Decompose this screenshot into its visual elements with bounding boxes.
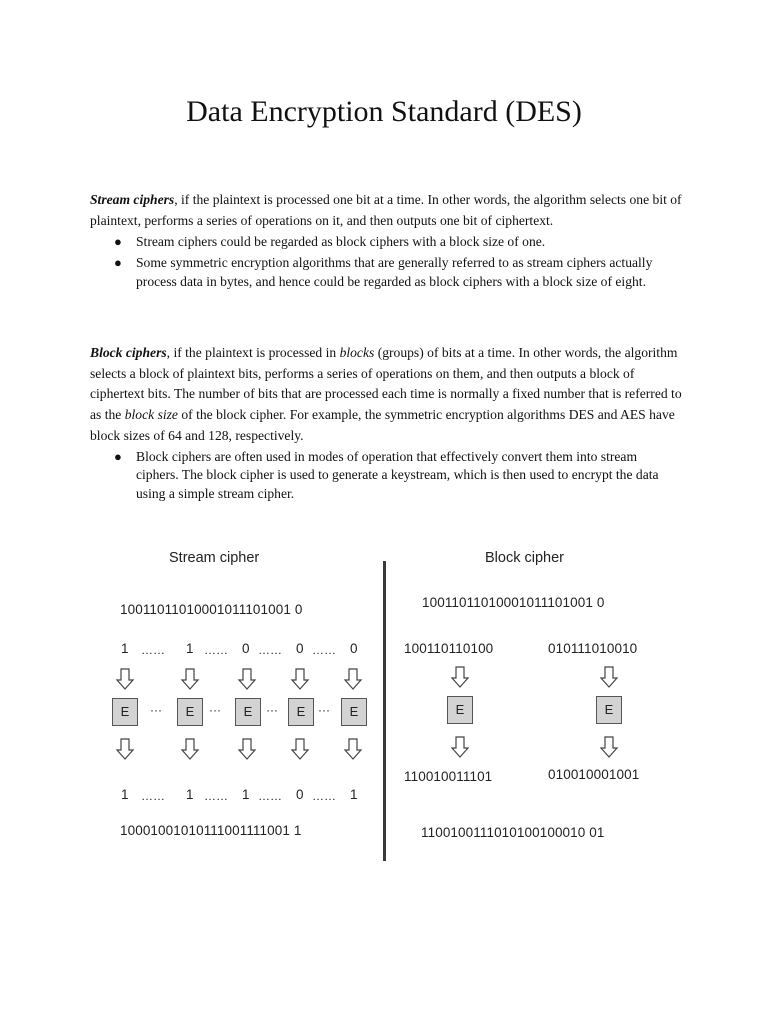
encrypt-box: E [288, 698, 314, 726]
bullet-text: Stream ciphers could be regarded as block ciphers with a block size of one. [136, 234, 546, 249]
stream-output-bit: 1 [350, 787, 358, 802]
bullet-text: Some symmetric encryption algorithms that are generally referred to as stream ciphers actually process data in bytes, and hence could be regarded as block ciphers with a block size of eight. [136, 255, 653, 289]
down-arrow-icon [117, 669, 133, 689]
block-plaintext-bits: 10011011010001011101001 0 [422, 595, 605, 610]
stream-output-bit: 1 [186, 787, 194, 802]
stream-input-bit: 0 [296, 641, 304, 656]
encrypt-box: E [235, 698, 261, 726]
ellipsis: …… [204, 643, 228, 657]
block-cipher-figure-title: Block cipher [485, 550, 564, 566]
stream-cipher-definition: , if the plaintext is processed one bit at a time. In other words, the algorithm selects one bit of plaintext, performs a series of operations on it, and then outputs one bit of ciphertext. [90, 192, 682, 228]
ellipsis: ··· [209, 703, 221, 717]
stream-output-bit: 1 [242, 787, 250, 802]
bullet-text: Block ciphers are often used in modes of operation that effectively convert them into stream ciphers. The block cipher is used to generate a keystream, which is then used to encrypt the data using a simple stream cipher. [136, 449, 659, 501]
ellipsis: …… [141, 789, 165, 803]
down-arrow-icon [345, 739, 361, 759]
block-cipher-term: Block ciphers [90, 345, 167, 360]
block-emphasis-block-size: block size [124, 407, 178, 423]
block-ciphertext-bits: 1100100111010100100010 01 [421, 825, 605, 840]
stream-input-bit: 0 [242, 641, 250, 656]
bullet-icon: ● [114, 234, 122, 249]
stream-cipher-figure-title: Stream cipher [169, 550, 260, 566]
block-emphasis-blocks: blocks [339, 345, 375, 360]
block-output-chunk: 010010001001 [548, 767, 640, 782]
encrypt-box: E [596, 696, 622, 724]
down-arrow-icon [601, 737, 617, 757]
ellipsis: …… [312, 643, 336, 657]
block-text-3: of the block cipher. For example, the symmetric encryption algorithms DES and AES have block sizes of 64 and 128, respectively. [90, 407, 675, 443]
ellipsis: ··· [266, 703, 278, 717]
down-arrow-icon [117, 739, 133, 759]
stream-input-bit: 1 [121, 641, 129, 656]
ellipsis: …… [204, 789, 228, 803]
encrypt-box: E [112, 698, 138, 726]
down-arrow-icon [239, 669, 255, 689]
bullet-icon: ● [114, 449, 122, 464]
down-arrow-icon [182, 739, 198, 759]
block-input-chunk: 100110110100 [404, 641, 494, 656]
stream-cipher-term: Stream ciphers [90, 192, 175, 207]
stream-output-bit: 1 [121, 787, 129, 802]
down-arrow-icon [345, 669, 361, 689]
ellipsis: ··· [318, 703, 330, 717]
encrypt-box: E [177, 698, 203, 726]
encrypt-box: E [341, 698, 367, 726]
block-input-chunk: 010111010010 [548, 641, 638, 656]
stream-input-bit: 1 [186, 641, 194, 656]
bullet-icon: ● [114, 255, 122, 271]
ellipsis: …… [258, 643, 282, 657]
page-title: Data Encryption Standard (DES) [186, 95, 582, 128]
stream-input-bit: 0 [350, 641, 358, 656]
ellipsis: …… [141, 643, 165, 657]
down-arrow-icon [452, 737, 468, 757]
down-arrow-icon [292, 739, 308, 759]
stream-plaintext-bits: 10011011010001011101001 0 [120, 602, 303, 617]
encrypt-box: E [447, 696, 473, 724]
block-text-2: (groups) of bits at a time. In other words, the algorithm selects a block of plaintext bits, performs a series of operations on them, and then outputs a block of ciphertext bits. The number of bits that are processed each time is normally a fixed number that is referred to as the [90, 345, 682, 423]
block-text-1: , if the plaintext is processed in [166, 345, 340, 360]
down-arrow-icon [452, 667, 468, 687]
down-arrow-icon [292, 669, 308, 689]
block-output-chunk: 110010011101 [404, 769, 493, 784]
down-arrow-icon [601, 667, 617, 687]
down-arrow-icon [239, 739, 255, 759]
ellipsis: …… [312, 789, 336, 803]
down-arrow-icon [182, 669, 198, 689]
stream-output-bit: 0 [296, 787, 304, 802]
ellipsis: ··· [150, 703, 162, 717]
stream-ciphertext-bits: 10001001010111001111001 1 [120, 823, 302, 838]
ellipsis: …… [258, 789, 282, 803]
